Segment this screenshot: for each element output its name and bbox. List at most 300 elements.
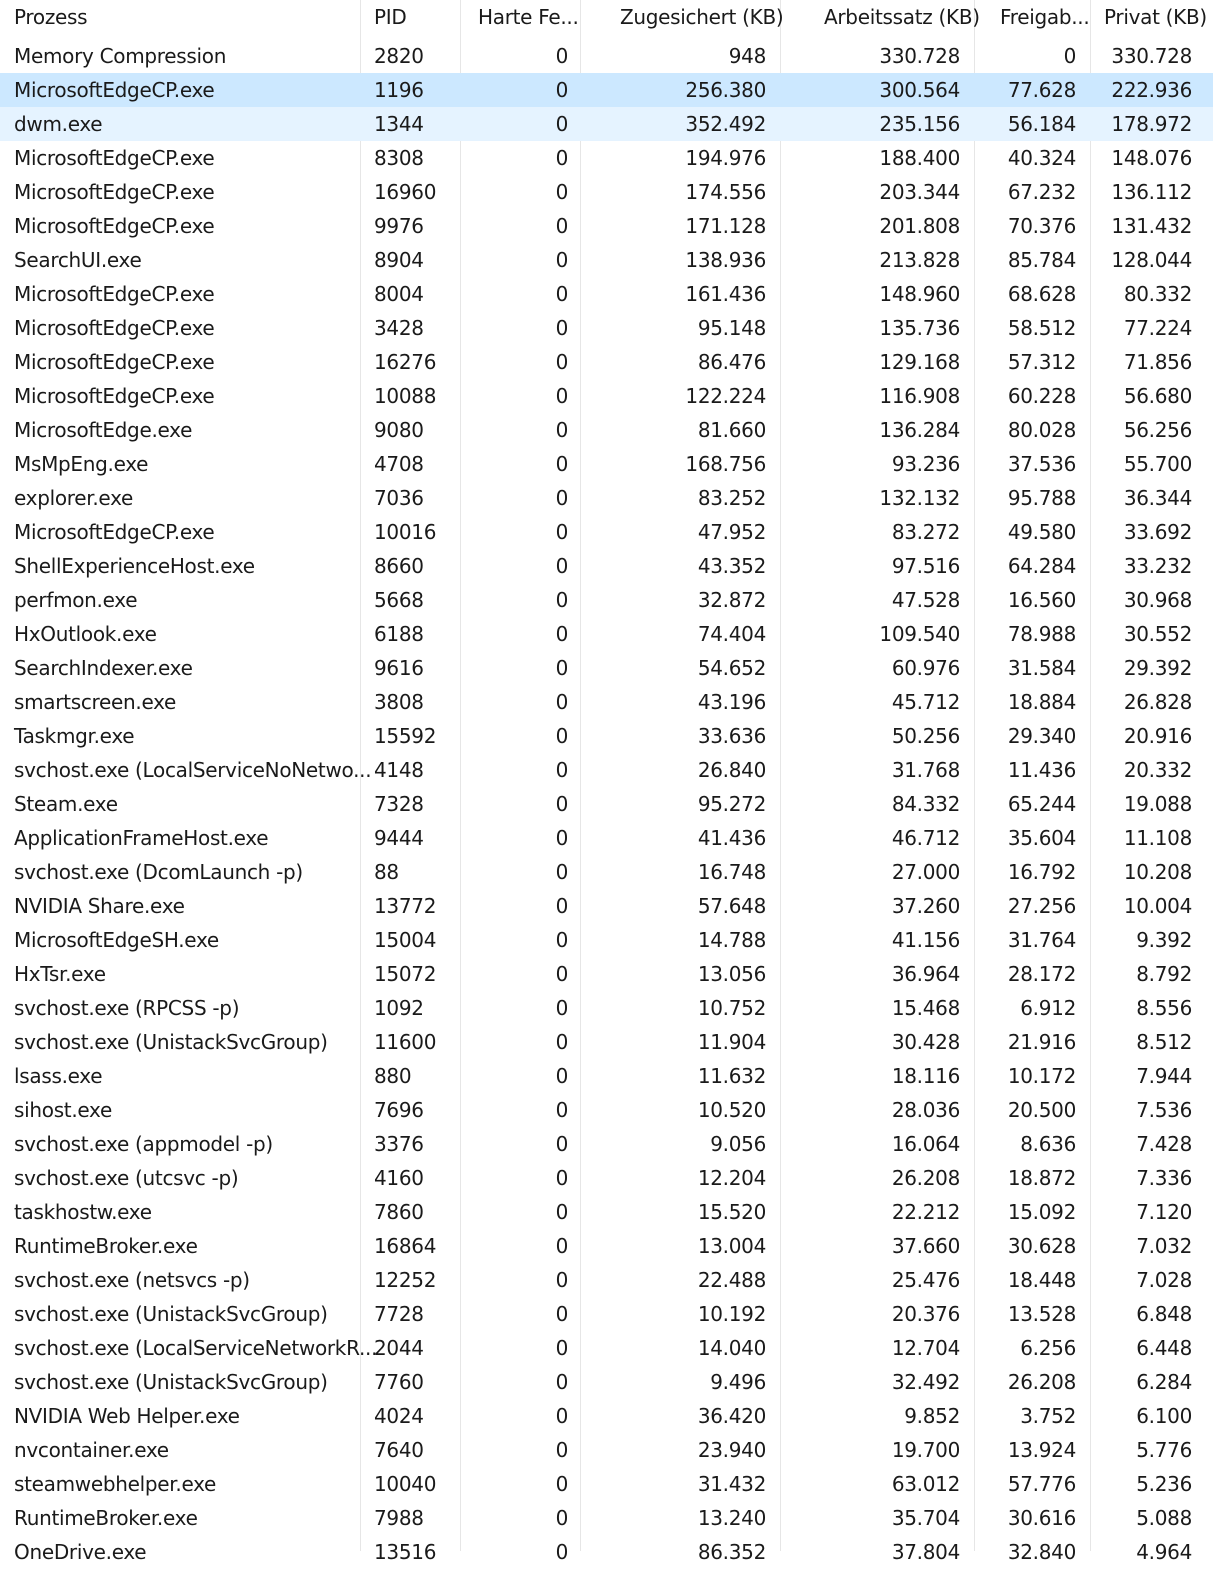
table-row[interactable] bbox=[0, 855, 1213, 889]
cell-private-kb: 11.108 bbox=[1123, 826, 1192, 850]
cell-pid: 4160 bbox=[374, 1166, 424, 1190]
table-row[interactable] bbox=[0, 821, 1213, 855]
cell-hard-faults: 0 bbox=[555, 520, 568, 544]
table-row[interactable] bbox=[0, 1331, 1213, 1365]
cell-shareable-kb: 8.636 bbox=[1020, 1132, 1076, 1156]
cell-working-set-kb: 47.528 bbox=[891, 588, 960, 612]
header-harte-fehler[interactable]: Harte Fe... bbox=[478, 5, 579, 29]
cell-process-name: steamwebhelper.exe bbox=[14, 1472, 217, 1496]
cell-private-kb: 7.944 bbox=[1136, 1064, 1192, 1088]
cell-process-name: svchost.exe (DcomLaunch -p) bbox=[14, 860, 303, 884]
cell-committed-kb: 95.272 bbox=[697, 792, 766, 816]
cell-pid: 4024 bbox=[374, 1404, 424, 1428]
cell-shareable-kb: 26.208 bbox=[1007, 1370, 1076, 1394]
cell-shareable-kb: 11.436 bbox=[1007, 758, 1076, 782]
cell-hard-faults: 0 bbox=[555, 724, 568, 748]
table-row[interactable] bbox=[0, 515, 1213, 549]
cell-shareable-kb: 15.092 bbox=[1007, 1200, 1076, 1224]
cell-pid: 9080 bbox=[374, 418, 424, 442]
table-row[interactable] bbox=[0, 141, 1213, 175]
cell-shareable-kb: 21.916 bbox=[1007, 1030, 1076, 1054]
cell-shareable-kb: 80.028 bbox=[1007, 418, 1076, 442]
cell-working-set-kb: 93.236 bbox=[891, 452, 960, 476]
cell-committed-kb: 948 bbox=[728, 44, 766, 68]
cell-private-kb: 71.856 bbox=[1123, 350, 1192, 374]
cell-process-name: svchost.exe (RPCSS -p) bbox=[14, 996, 240, 1020]
cell-working-set-kb: 188.400 bbox=[879, 146, 960, 170]
cell-process-name: MicrosoftEdgeCP.exe bbox=[14, 520, 215, 544]
cell-private-kb: 56.256 bbox=[1123, 418, 1192, 442]
cell-private-kb: 33.232 bbox=[1123, 554, 1192, 578]
cell-process-name: NVIDIA Web Helper.exe bbox=[14, 1404, 240, 1428]
cell-hard-faults: 0 bbox=[555, 1438, 568, 1462]
cell-pid: 10088 bbox=[374, 384, 437, 408]
cell-hard-faults: 0 bbox=[555, 1404, 568, 1428]
cell-shareable-kb: 31.764 bbox=[1007, 928, 1076, 952]
cell-shareable-kb: 31.584 bbox=[1007, 656, 1076, 680]
cell-pid: 2820 bbox=[374, 44, 424, 68]
cell-working-set-kb: 135.736 bbox=[879, 316, 960, 340]
table-row[interactable] bbox=[0, 1229, 1213, 1263]
cell-process-name: OneDrive.exe bbox=[14, 1540, 147, 1564]
cell-pid: 10040 bbox=[374, 1472, 437, 1496]
table-row[interactable] bbox=[0, 889, 1213, 923]
cell-hard-faults: 0 bbox=[555, 1506, 568, 1530]
cell-hard-faults: 0 bbox=[555, 1200, 568, 1224]
cell-pid: 9444 bbox=[374, 826, 424, 850]
table-row[interactable] bbox=[0, 73, 1213, 107]
table-row[interactable] bbox=[0, 311, 1213, 345]
cell-process-name: MicrosoftEdgeCP.exe bbox=[14, 282, 215, 306]
cell-private-kb: 26.828 bbox=[1123, 690, 1192, 714]
cell-committed-kb: 14.040 bbox=[697, 1336, 766, 1360]
cell-shareable-kb: 68.628 bbox=[1007, 282, 1076, 306]
cell-process-name: svchost.exe (utcsvc -p) bbox=[14, 1166, 239, 1190]
cell-private-kb: 29.392 bbox=[1123, 656, 1192, 680]
cell-pid: 3808 bbox=[374, 690, 424, 714]
cell-private-kb: 56.680 bbox=[1123, 384, 1192, 408]
cell-hard-faults: 0 bbox=[555, 1302, 568, 1326]
cell-private-kb: 30.968 bbox=[1123, 588, 1192, 612]
table-row[interactable] bbox=[0, 175, 1213, 209]
header-prozess[interactable]: Prozess bbox=[14, 5, 88, 29]
cell-hard-faults: 0 bbox=[555, 384, 568, 408]
cell-working-set-kb: 20.376 bbox=[891, 1302, 960, 1326]
cell-pid: 7760 bbox=[374, 1370, 424, 1394]
cell-pid: 9976 bbox=[374, 214, 424, 238]
cell-shareable-kb: 65.244 bbox=[1007, 792, 1076, 816]
cell-hard-faults: 0 bbox=[555, 826, 568, 850]
cell-process-name: svchost.exe (UnistackSvcGroup) bbox=[14, 1302, 328, 1326]
cell-shareable-kb: 6.256 bbox=[1020, 1336, 1076, 1360]
table-row[interactable] bbox=[0, 1433, 1213, 1467]
cell-private-kb: 33.692 bbox=[1123, 520, 1192, 544]
cell-working-set-kb: 31.768 bbox=[891, 758, 960, 782]
cell-process-name: nvcontainer.exe bbox=[14, 1438, 169, 1462]
cell-hard-faults: 0 bbox=[555, 44, 568, 68]
cell-pid: 16864 bbox=[374, 1234, 437, 1258]
cell-committed-kb: 168.756 bbox=[685, 452, 766, 476]
cell-committed-kb: 171.128 bbox=[685, 214, 766, 238]
cell-hard-faults: 0 bbox=[555, 1472, 568, 1496]
cell-pid: 88 bbox=[374, 860, 399, 884]
cell-process-name: MicrosoftEdgeCP.exe bbox=[14, 146, 215, 170]
cell-private-kb: 8.556 bbox=[1136, 996, 1192, 1020]
cell-private-kb: 222.936 bbox=[1111, 78, 1192, 102]
cell-private-kb: 136.112 bbox=[1111, 180, 1192, 204]
cell-shareable-kb: 27.256 bbox=[1007, 894, 1076, 918]
cell-shareable-kb: 57.312 bbox=[1007, 350, 1076, 374]
cell-shareable-kb: 64.284 bbox=[1007, 554, 1076, 578]
table-row[interactable] bbox=[0, 1365, 1213, 1399]
table-row[interactable] bbox=[0, 957, 1213, 991]
cell-pid: 4708 bbox=[374, 452, 424, 476]
cell-process-name: RuntimeBroker.exe bbox=[14, 1506, 198, 1530]
cell-private-kb: 128.044 bbox=[1111, 248, 1192, 272]
cell-working-set-kb: 37.804 bbox=[891, 1540, 960, 1564]
cell-private-kb: 20.332 bbox=[1123, 758, 1192, 782]
cell-pid: 13516 bbox=[374, 1540, 437, 1564]
cell-hard-faults: 0 bbox=[555, 554, 568, 578]
cell-process-name: dwm.exe bbox=[14, 112, 103, 136]
cell-committed-kb: 22.488 bbox=[697, 1268, 766, 1292]
cell-working-set-kb: 203.344 bbox=[879, 180, 960, 204]
header-pid[interactable]: PID bbox=[374, 5, 407, 29]
cell-private-kb: 36.344 bbox=[1123, 486, 1192, 510]
cell-pid: 1344 bbox=[374, 112, 424, 136]
cell-private-kb: 6.848 bbox=[1136, 1302, 1192, 1326]
cell-process-name: svchost.exe (LocalServiceNoNetwo... bbox=[14, 758, 372, 782]
table-row[interactable] bbox=[0, 685, 1213, 719]
cell-working-set-kb: 201.808 bbox=[879, 214, 960, 238]
cell-working-set-kb: 9.852 bbox=[904, 1404, 960, 1428]
cell-pid: 5668 bbox=[374, 588, 424, 612]
cell-committed-kb: 122.224 bbox=[685, 384, 766, 408]
cell-hard-faults: 0 bbox=[555, 1540, 568, 1564]
cell-hard-faults: 0 bbox=[555, 690, 568, 714]
cell-committed-kb: 12.204 bbox=[697, 1166, 766, 1190]
cell-shareable-kb: 77.628 bbox=[1007, 78, 1076, 102]
cell-pid: 3428 bbox=[374, 316, 424, 340]
cell-shareable-kb: 28.172 bbox=[1007, 962, 1076, 986]
table-row[interactable] bbox=[0, 1093, 1213, 1127]
cell-committed-kb: 23.940 bbox=[697, 1438, 766, 1462]
table-row[interactable] bbox=[0, 107, 1213, 141]
cell-private-kb: 7.120 bbox=[1136, 1200, 1192, 1224]
cell-working-set-kb: 37.260 bbox=[891, 894, 960, 918]
cell-private-kb: 178.972 bbox=[1111, 112, 1192, 136]
cell-pid: 7036 bbox=[374, 486, 424, 510]
cell-working-set-kb: 28.036 bbox=[891, 1098, 960, 1122]
table-row[interactable] bbox=[0, 1297, 1213, 1331]
cell-shareable-kb: 18.872 bbox=[1007, 1166, 1076, 1190]
table-row[interactable] bbox=[0, 447, 1213, 481]
cell-committed-kb: 14.788 bbox=[697, 928, 766, 952]
cell-working-set-kb: 83.272 bbox=[891, 520, 960, 544]
cell-hard-faults: 0 bbox=[555, 316, 568, 340]
cell-hard-faults: 0 bbox=[555, 486, 568, 510]
table-row[interactable] bbox=[0, 1399, 1213, 1433]
cell-committed-kb: 11.632 bbox=[697, 1064, 766, 1088]
cell-pid: 15592 bbox=[374, 724, 437, 748]
cell-committed-kb: 74.404 bbox=[697, 622, 766, 646]
table-row[interactable] bbox=[0, 243, 1213, 277]
cell-hard-faults: 0 bbox=[555, 1336, 568, 1360]
cell-process-name: Taskmgr.exe bbox=[14, 724, 135, 748]
cell-working-set-kb: 213.828 bbox=[879, 248, 960, 272]
cell-private-kb: 8.512 bbox=[1136, 1030, 1192, 1054]
cell-shareable-kb: 18.448 bbox=[1007, 1268, 1076, 1292]
cell-private-kb: 7.032 bbox=[1136, 1234, 1192, 1258]
cell-process-name: taskhostw.exe bbox=[14, 1200, 152, 1224]
cell-committed-kb: 32.872 bbox=[697, 588, 766, 612]
cell-shareable-kb: 30.628 bbox=[1007, 1234, 1076, 1258]
cell-working-set-kb: 25.476 bbox=[891, 1268, 960, 1292]
cell-private-kb: 131.432 bbox=[1111, 214, 1192, 238]
cell-private-kb: 19.088 bbox=[1123, 792, 1192, 816]
cell-working-set-kb: 22.212 bbox=[891, 1200, 960, 1224]
cell-hard-faults: 0 bbox=[555, 1132, 568, 1156]
cell-working-set-kb: 19.700 bbox=[891, 1438, 960, 1462]
cell-committed-kb: 10.192 bbox=[697, 1302, 766, 1326]
cell-committed-kb: 43.352 bbox=[697, 554, 766, 578]
table-row[interactable] bbox=[0, 651, 1213, 685]
cell-private-kb: 55.700 bbox=[1123, 452, 1192, 476]
cell-hard-faults: 0 bbox=[555, 792, 568, 816]
cell-pid: 7988 bbox=[374, 1506, 424, 1530]
cell-hard-faults: 0 bbox=[555, 1268, 568, 1292]
table-row[interactable] bbox=[0, 277, 1213, 311]
table-row[interactable] bbox=[0, 209, 1213, 243]
cell-private-kb: 7.428 bbox=[1136, 1132, 1192, 1156]
cell-working-set-kb: 30.428 bbox=[891, 1030, 960, 1054]
cell-committed-kb: 13.240 bbox=[697, 1506, 766, 1530]
cell-working-set-kb: 129.168 bbox=[879, 350, 960, 374]
cell-committed-kb: 57.648 bbox=[697, 894, 766, 918]
cell-hard-faults: 0 bbox=[555, 350, 568, 374]
cell-process-name: MicrosoftEdgeCP.exe bbox=[14, 350, 215, 374]
cell-process-name: sihost.exe bbox=[14, 1098, 112, 1122]
cell-working-set-kb: 45.712 bbox=[891, 690, 960, 714]
cell-hard-faults: 0 bbox=[555, 214, 568, 238]
cell-process-name: svchost.exe (netsvcs -p) bbox=[14, 1268, 250, 1292]
cell-process-name: svchost.exe (LocalServiceNetworkR... bbox=[14, 1336, 378, 1360]
cell-private-kb: 6.100 bbox=[1136, 1404, 1192, 1428]
cell-private-kb: 7.536 bbox=[1136, 1098, 1192, 1122]
table-row[interactable] bbox=[0, 1195, 1213, 1229]
cell-process-name: ApplicationFrameHost.exe bbox=[14, 826, 269, 850]
cell-private-kb: 5.776 bbox=[1136, 1438, 1192, 1462]
cell-pid: 7328 bbox=[374, 792, 424, 816]
cell-pid: 15072 bbox=[374, 962, 437, 986]
cell-shareable-kb: 18.884 bbox=[1007, 690, 1076, 714]
cell-hard-faults: 0 bbox=[555, 622, 568, 646]
cell-private-kb: 30.552 bbox=[1123, 622, 1192, 646]
table-row[interactable] bbox=[0, 1467, 1213, 1501]
cell-hard-faults: 0 bbox=[555, 180, 568, 204]
cell-process-name: MicrosoftEdgeCP.exe bbox=[14, 384, 215, 408]
cell-private-kb: 5.236 bbox=[1136, 1472, 1192, 1496]
cell-shareable-kb: 10.172 bbox=[1007, 1064, 1076, 1088]
cell-process-name: smartscreen.exe bbox=[14, 690, 177, 714]
table-row[interactable] bbox=[0, 1161, 1213, 1195]
cell-shareable-kb: 67.232 bbox=[1007, 180, 1076, 204]
cell-shareable-kb: 30.616 bbox=[1007, 1506, 1076, 1530]
cell-working-set-kb: 27.000 bbox=[891, 860, 960, 884]
cell-hard-faults: 0 bbox=[555, 452, 568, 476]
cell-private-kb: 7.336 bbox=[1136, 1166, 1192, 1190]
cell-pid: 4148 bbox=[374, 758, 424, 782]
cell-working-set-kb: 15.468 bbox=[891, 996, 960, 1020]
table-row[interactable] bbox=[0, 1263, 1213, 1297]
cell-shareable-kb: 16.792 bbox=[1007, 860, 1076, 884]
cell-committed-kb: 86.476 bbox=[697, 350, 766, 374]
cell-working-set-kb: 41.156 bbox=[891, 928, 960, 952]
cell-process-name: SearchUI.exe bbox=[14, 248, 142, 272]
cell-process-name: perfmon.exe bbox=[14, 588, 138, 612]
cell-process-name: RuntimeBroker.exe bbox=[14, 1234, 198, 1258]
cell-working-set-kb: 12.704 bbox=[891, 1336, 960, 1360]
cell-committed-kb: 31.432 bbox=[697, 1472, 766, 1496]
cell-shareable-kb: 29.340 bbox=[1007, 724, 1076, 748]
cell-shareable-kb: 32.840 bbox=[1007, 1540, 1076, 1564]
cell-pid: 7640 bbox=[374, 1438, 424, 1462]
cell-working-set-kb: 109.540 bbox=[879, 622, 960, 646]
table-row[interactable] bbox=[0, 583, 1213, 617]
cell-pid: 9616 bbox=[374, 656, 424, 680]
cell-committed-kb: 13.004 bbox=[697, 1234, 766, 1258]
cell-hard-faults: 0 bbox=[555, 894, 568, 918]
table-row[interactable] bbox=[0, 1059, 1213, 1093]
cell-shareable-kb: 3.752 bbox=[1020, 1404, 1076, 1428]
cell-committed-kb: 83.252 bbox=[697, 486, 766, 510]
cell-process-name: MicrosoftEdgeCP.exe bbox=[14, 78, 215, 102]
table-row[interactable] bbox=[0, 39, 1213, 73]
cell-pid: 3376 bbox=[374, 1132, 424, 1156]
cell-working-set-kb: 26.208 bbox=[891, 1166, 960, 1190]
cell-private-kb: 10.208 bbox=[1123, 860, 1192, 884]
cell-pid: 8904 bbox=[374, 248, 424, 272]
cell-pid: 1092 bbox=[374, 996, 424, 1020]
cell-pid: 12252 bbox=[374, 1268, 437, 1292]
cell-hard-faults: 0 bbox=[555, 1030, 568, 1054]
cell-pid: 8004 bbox=[374, 282, 424, 306]
cell-committed-kb: 47.952 bbox=[697, 520, 766, 544]
cell-working-set-kb: 97.516 bbox=[891, 554, 960, 578]
cell-process-name: MsMpEng.exe bbox=[14, 452, 149, 476]
cell-committed-kb: 10.752 bbox=[697, 996, 766, 1020]
table-row[interactable] bbox=[0, 617, 1213, 651]
cell-private-kb: 7.028 bbox=[1136, 1268, 1192, 1292]
cell-shareable-kb: 85.784 bbox=[1007, 248, 1076, 272]
cell-pid: 8660 bbox=[374, 554, 424, 578]
cell-hard-faults: 0 bbox=[555, 1166, 568, 1190]
cell-working-set-kb: 35.704 bbox=[891, 1506, 960, 1530]
cell-pid: 7696 bbox=[374, 1098, 424, 1122]
table-row[interactable] bbox=[0, 1501, 1213, 1535]
cell-working-set-kb: 330.728 bbox=[879, 44, 960, 68]
cell-shareable-kb: 35.604 bbox=[1007, 826, 1076, 850]
table-row[interactable] bbox=[0, 1127, 1213, 1161]
cell-hard-faults: 0 bbox=[555, 112, 568, 136]
cell-working-set-kb: 84.332 bbox=[891, 792, 960, 816]
cell-process-name: MicrosoftEdgeCP.exe bbox=[14, 214, 215, 238]
cell-pid: 6188 bbox=[374, 622, 424, 646]
cell-pid: 10016 bbox=[374, 520, 437, 544]
cell-working-set-kb: 18.116 bbox=[891, 1064, 960, 1088]
cell-pid: 11600 bbox=[374, 1030, 437, 1054]
cell-committed-kb: 33.636 bbox=[697, 724, 766, 748]
table-row[interactable] bbox=[0, 413, 1213, 447]
cell-private-kb: 6.448 bbox=[1136, 1336, 1192, 1360]
cell-shareable-kb: 37.536 bbox=[1007, 452, 1076, 476]
table-row[interactable] bbox=[0, 991, 1213, 1025]
cell-hard-faults: 0 bbox=[555, 758, 568, 782]
table-row[interactable] bbox=[0, 549, 1213, 583]
cell-private-kb: 330.728 bbox=[1111, 44, 1192, 68]
cell-process-name: MicrosoftEdgeCP.exe bbox=[14, 316, 215, 340]
header-freigabe[interactable]: Freigab... bbox=[1000, 5, 1090, 29]
table-row[interactable] bbox=[0, 753, 1213, 787]
cell-hard-faults: 0 bbox=[555, 1064, 568, 1088]
cell-committed-kb: 256.380 bbox=[685, 78, 766, 102]
table-row[interactable] bbox=[0, 923, 1213, 957]
cell-pid: 7860 bbox=[374, 1200, 424, 1224]
cell-working-set-kb: 37.660 bbox=[891, 1234, 960, 1258]
cell-working-set-kb: 16.064 bbox=[891, 1132, 960, 1156]
cell-pid: 15004 bbox=[374, 928, 437, 952]
cell-private-kb: 77.224 bbox=[1123, 316, 1192, 340]
cell-working-set-kb: 36.964 bbox=[891, 962, 960, 986]
cell-shareable-kb: 60.228 bbox=[1007, 384, 1076, 408]
cell-process-name: svchost.exe (UnistackSvcGroup) bbox=[14, 1030, 328, 1054]
table-row[interactable] bbox=[0, 481, 1213, 515]
cell-shareable-kb: 95.788 bbox=[1007, 486, 1076, 510]
table-row[interactable] bbox=[0, 345, 1213, 379]
cell-committed-kb: 174.556 bbox=[685, 180, 766, 204]
cell-shareable-kb: 13.924 bbox=[1007, 1438, 1076, 1462]
cell-pid: 7728 bbox=[374, 1302, 424, 1326]
cell-working-set-kb: 32.492 bbox=[891, 1370, 960, 1394]
cell-pid: 16960 bbox=[374, 180, 437, 204]
cell-committed-kb: 15.520 bbox=[697, 1200, 766, 1224]
cell-private-kb: 5.088 bbox=[1136, 1506, 1192, 1530]
cell-private-kb: 148.076 bbox=[1111, 146, 1192, 170]
header-privat[interactable]: Privat (KB) bbox=[1104, 5, 1207, 29]
header-arbeitssatz[interactable]: Arbeitssatz (KB) bbox=[824, 5, 980, 29]
table-row[interactable] bbox=[0, 379, 1213, 413]
cell-hard-faults: 0 bbox=[555, 656, 568, 680]
cell-shareable-kb: 0 bbox=[1063, 44, 1076, 68]
cell-committed-kb: 161.436 bbox=[685, 282, 766, 306]
table-row[interactable] bbox=[0, 787, 1213, 821]
cell-private-kb: 4.964 bbox=[1136, 1540, 1192, 1564]
cell-committed-kb: 43.196 bbox=[697, 690, 766, 714]
cell-shareable-kb: 56.184 bbox=[1007, 112, 1076, 136]
cell-process-name: svchost.exe (UnistackSvcGroup) bbox=[14, 1370, 328, 1394]
table-row[interactable] bbox=[0, 1535, 1213, 1569]
cell-hard-faults: 0 bbox=[555, 588, 568, 612]
cell-pid: 1196 bbox=[374, 78, 424, 102]
cell-hard-faults: 0 bbox=[555, 1098, 568, 1122]
cell-hard-faults: 0 bbox=[555, 248, 568, 272]
table-row[interactable] bbox=[0, 1025, 1213, 1059]
table-row[interactable] bbox=[0, 719, 1213, 753]
table-header bbox=[0, 0, 1213, 34]
header-zugesichert[interactable]: Zugesichert (KB) bbox=[620, 5, 784, 29]
cell-committed-kb: 81.660 bbox=[697, 418, 766, 442]
cell-hard-faults: 0 bbox=[555, 928, 568, 952]
